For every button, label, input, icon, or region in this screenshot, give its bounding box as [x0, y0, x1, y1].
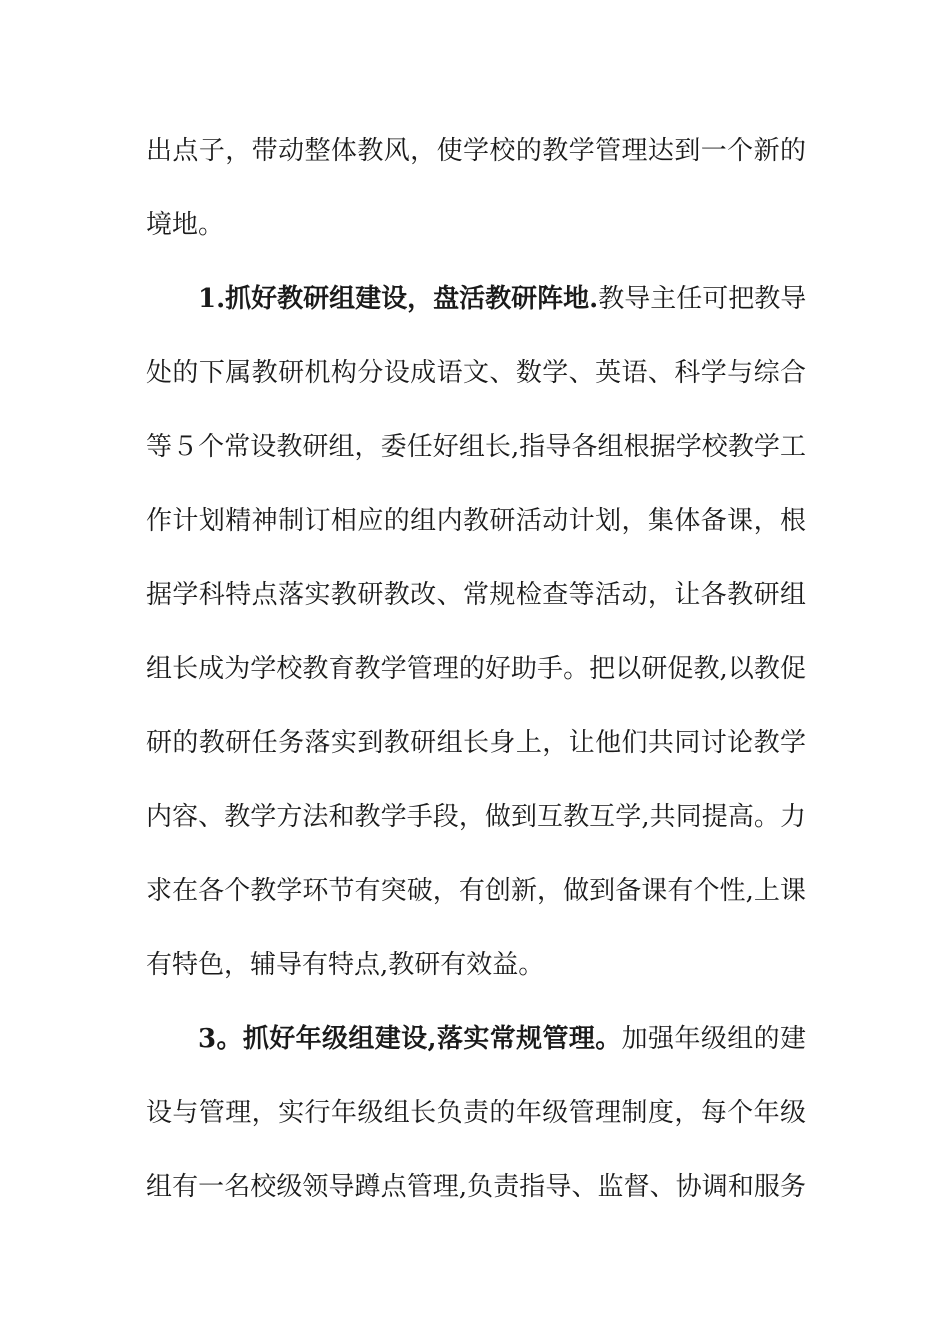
paragraph-1-first-line: [198, 282, 806, 316]
body-line-4: 处的下属教研机构分设成语文、数学、英语、科学与综合: [146, 358, 806, 388]
body-line-6: 作计划精神制订相应的组内教研活动计划，集体备课，根: [146, 506, 806, 536]
body-line-7: 据学科特点落实教研教改、常规检查等活动，让各教研组: [146, 580, 806, 610]
body-line-5: 等５个常设教研组，委任好组长,指导各组根据学校教学工: [146, 432, 806, 462]
body-line-15: 组有一名校级领导蹲点管理,负责指导、监督、协调和服务: [146, 1172, 806, 1202]
body-line-8: 组长成为学校教育教学管理的好助手。把以研促教,以教促: [146, 654, 806, 684]
paragraph-3-first-line: [198, 1022, 806, 1056]
body-line-2: 境地。: [146, 210, 225, 240]
body-line-1: 出点子，带动整体教风，使学校的教学管理达到一个新的: [146, 136, 806, 166]
body-line-14: 设与管理，实行年级组长负责的年级管理制度，每个年级: [146, 1098, 806, 1128]
paragraph-1-heading: 1.抓好教研组建设，盘活教研阵地.: [198, 284, 599, 314]
paragraph-3-heading: 3。抓好年级组建设,落实常规管理。: [198, 1024, 622, 1054]
paragraph-3-text: 加强年级组的建: [621, 1024, 806, 1054]
body-line-12: 有特色，辅导有特点,教研有效益。: [146, 950, 545, 980]
paragraph-1-text: 教导主任可把教导: [598, 284, 807, 314]
body-line-9: 研的教研任务落实到教研组长身上，让他们共同讨论教学: [146, 728, 806, 758]
body-line-11: 求在各个教学环节有突破，有创新，做到备课有个性,上课: [146, 876, 806, 906]
body-line-10: 内容、教学方法和教学手段，做到互教互学,共同提高。力: [146, 802, 806, 832]
